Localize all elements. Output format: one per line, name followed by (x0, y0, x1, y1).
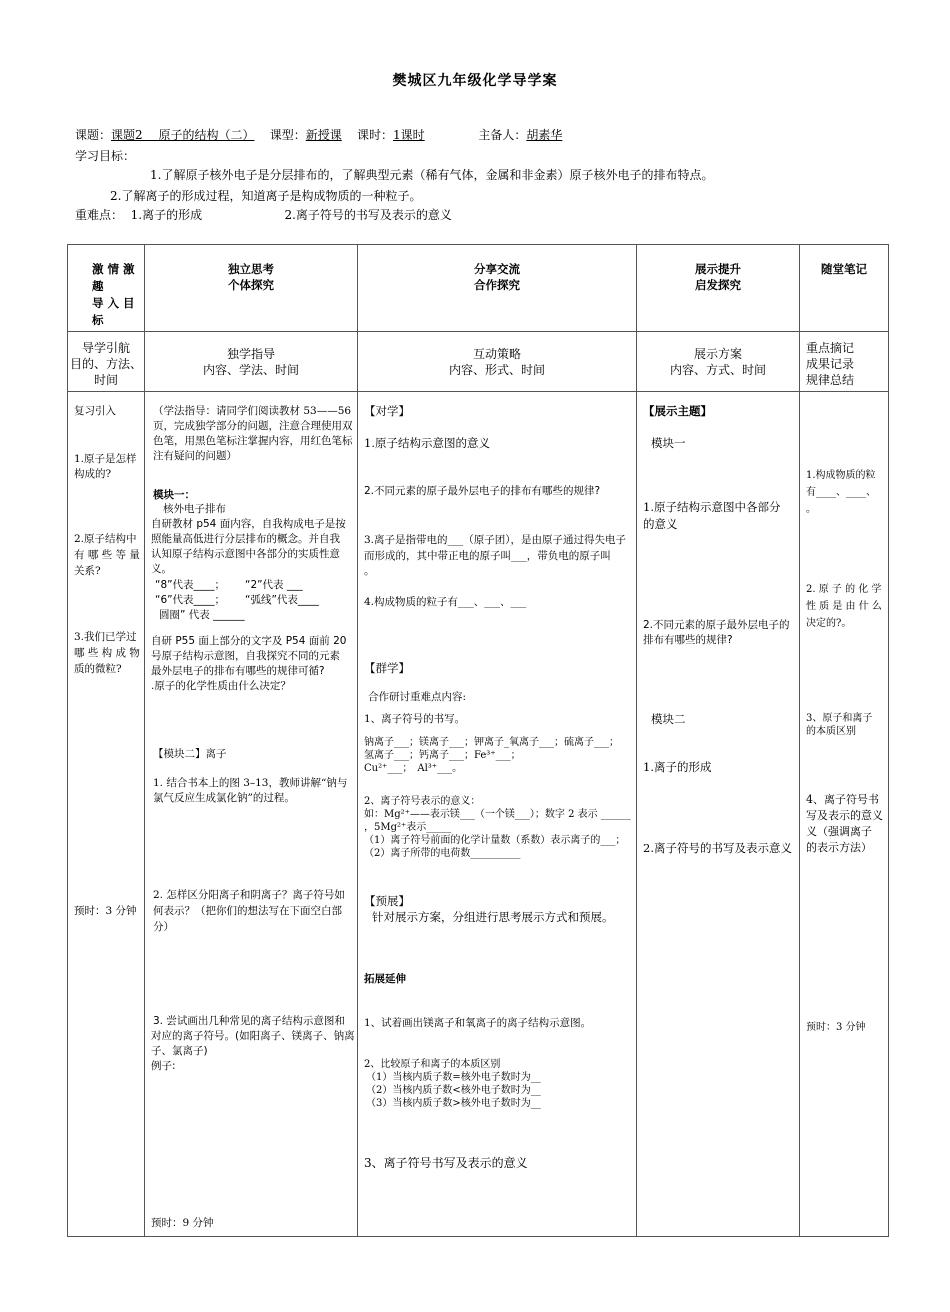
content-col4 (637, 392, 800, 1237)
col1-question-3b: 哪 些 构 成 物 (74, 647, 140, 659)
module2-item3-line2: 对应的离子符号。(如阳离子、镁离子、钠离 (151, 1030, 355, 1042)
mg-meaning-line4: （2）离子所带的电荷数__________ (364, 848, 521, 859)
subheader-col5-line2: 成果记录 (806, 357, 855, 371)
yuzhan-heading: 【预展】 (364, 894, 410, 908)
mg-meaning-line2: ，5Mg²⁺表示_____ (364, 822, 452, 833)
subheader-col3-line2: 内容、形式、时间 (448, 363, 545, 377)
extension-item1: 1、试着画出镁离子和氧离子的离子结构示意图。 (364, 1017, 592, 1029)
header-col3 (358, 245, 637, 332)
header-col2-line2: 个体探究 (228, 278, 274, 292)
note1-line3: 。 (806, 504, 816, 515)
module2-item1-line2: 氯气反应生成氯化钠”的过程。 (153, 792, 295, 804)
p55-line3: 最外层电子的排布有哪些的规律可循? (151, 665, 325, 677)
col5-time: 预时：3 分钟 (806, 1022, 866, 1033)
qunxue-intro: 合作研讨重难点内容: (368, 691, 467, 703)
note4-line3: 义（强调离子 (806, 825, 872, 838)
header-col3-line2: 合作探究 (474, 278, 520, 292)
duixue-item4: 4.构成物质的粒子有___、___、___ (364, 596, 527, 608)
note3-line1: 3、原子和离子 (806, 713, 873, 724)
header-row (68, 245, 889, 332)
lesson-table (67, 244, 889, 1237)
header-col4 (637, 245, 800, 332)
col4-module2: 模块二 (651, 712, 686, 726)
note1-line2: 有____、____、 (806, 487, 876, 498)
subheader-col2-line2: 内容、学法、时间 (202, 363, 299, 377)
col4-item2-line1: 2.不同元素的原子最外层电子的 (643, 619, 790, 631)
header-col3-line1: 分享交流 (474, 262, 520, 276)
review-intro: 复习引入 (74, 405, 116, 417)
goal-1: 1.了解原子核外电子是分层排布的，了解典型元素（稀有气体，金属和非金素）原子核外电子的排布特点。 (150, 168, 714, 182)
extension-item2b: （2）当核内质子数<核外电子数时为__ (366, 1085, 541, 1096)
col2-guide-line2: 页，完成独学部分的问题，注意合理使用双 (153, 420, 353, 432)
goal-2: 2.了解离子的形成过程，知道离子是构成物质的一种粒子。 (110, 189, 422, 203)
fill-2-label: “2”代表 ___ (245, 579, 303, 591)
col4-item4: 2.离子符号的书写及表示意义 (643, 841, 792, 855)
key-point-2: 2.离子符号的书写及表示的意义 (284, 208, 452, 222)
mg-meaning-line3: （1）离子符号前面的化学计量数（系数）表示离子的___； (364, 835, 626, 846)
duixue-item3-line3: 。 (364, 565, 375, 577)
header-col1 (68, 245, 145, 332)
header-col5 (800, 245, 889, 332)
header-col5-line1: 随堂笔记 (821, 262, 867, 276)
subheader-col1 (68, 332, 145, 392)
topic-value: 课题2 原子的结构（二） (111, 128, 255, 142)
note2-line1: 2. 原 子 的 化 学 (806, 584, 882, 595)
header-col4-line1: 展示提升 (695, 262, 741, 276)
note2-line2: 性 质 是 由 什 么 (806, 601, 882, 612)
qunxue-item2: 2、离子符号表示的意义： (364, 796, 481, 807)
subheader-col3-line1: 互动策略 (472, 347, 521, 361)
module1-subtitle: 核外电子排布 (163, 503, 226, 515)
type-value: 新授课 (305, 128, 342, 142)
qunxue-item1: 1、离子符号的书写。 (364, 713, 466, 725)
type-label: 课型： (269, 128, 306, 142)
col1-question-2a: 2.原子结构中 (74, 533, 137, 545)
module1-para-line2: 照能量高低进行分层排布的概念。并自我 (151, 533, 340, 545)
note4-line1: 4、离子符号书 (806, 793, 879, 806)
module1-para-line3: 认知原子结构示意图中各部分的实质性意 (151, 548, 340, 560)
extension-heading: 拓展延伸 (364, 973, 406, 985)
preparer-value: 胡素华 (526, 128, 563, 142)
goals-label: 学习目标： (75, 149, 136, 163)
subheader-row (68, 332, 889, 392)
col1-question-2c: 关系? (74, 565, 101, 577)
col1-question-1a: 1.原子是怎样 (74, 453, 137, 465)
col1-question-1b: 构成的? (74, 468, 112, 480)
module1-para-line1: 自研教材 p54 面内容，自我构成电子是按 (151, 518, 346, 530)
key-points (75, 206, 452, 223)
subheader-col5-line1: 重点摘记 (806, 341, 855, 355)
subheader-col2-line1: 独学指导 (226, 347, 275, 361)
duixue-heading: 【对学】 (364, 404, 410, 418)
module2-item2-line3: 分） (153, 921, 174, 933)
p55-line4: .原子的化学性质由什么决定？ (151, 680, 291, 692)
content-row (68, 392, 889, 1237)
col2-guide-line4: 注有疑问的问题） (153, 450, 237, 462)
content-col1 (68, 392, 145, 1237)
fill-8-label: “8”代表____； (155, 579, 226, 591)
extension-item3: 3、离子符号书写及表示的意义 (364, 1156, 528, 1170)
ion-list-line3: Cu²⁺___； Al³⁺___。 (364, 763, 463, 774)
subheader-col5-line3: 规律总结 (806, 373, 855, 387)
header-col1-line2: 导 入 目 标 (92, 296, 135, 327)
fill-arc-label: “弧线”代表____ (245, 594, 319, 606)
note4-line4: 的表示方法） (806, 841, 872, 854)
content-col5 (800, 392, 889, 1237)
page-title: 樊城区九年级化学导学案 (392, 73, 558, 89)
qunxue-heading: 【群学】 (364, 661, 410, 675)
lesson-meta (75, 126, 562, 143)
col1-question-3c: 质的微粒? (74, 663, 122, 675)
extension-item2a: （1）当核内质子数=核外电子数时为__ (366, 1072, 541, 1083)
hours-value: 1课时 (393, 128, 425, 142)
subheader-col1-line2: 目的、方法、 (69, 357, 142, 371)
header-col2 (145, 245, 358, 332)
fill-circle-label: 圆圈” 代表 ______ (159, 609, 245, 621)
note1-line1: 1.构成物质的粒 (806, 470, 876, 481)
duixue-item1: 1.原子结构示意图的意义 (364, 436, 490, 450)
module2-title: 【模块二】离子 (153, 748, 227, 760)
col2-time: 预时：9 分钟 (151, 1217, 214, 1229)
subheader-col4-line1: 展示方案 (693, 347, 742, 361)
key-point-1: 1.离子的形成 (130, 208, 203, 222)
hours-label: 课时： (357, 128, 394, 142)
topic-label: 课题： (75, 128, 112, 142)
key-label: 重难点： (75, 208, 124, 222)
p55-line2: 号原子结构示意图，自我探究不同的元素 (151, 650, 340, 662)
ion-list-line2: 氢离子___；钙离子___；Fe³⁺___； (364, 750, 521, 761)
extension-item2: 2、比较原子和离子的本质区别 (364, 1059, 501, 1070)
module2-item2-line2: 何表示？（把你们的想法写在下面空白部 (153, 905, 342, 917)
module2-item2-line1: 2. 怎样区分阳离子和阴离子？离子符号如 (153, 889, 345, 901)
col2-guide-line3: 色笔，用黑色笔标注掌握内容，用红色笔标 (153, 435, 353, 447)
note3-line2: 的本质区别 (806, 726, 856, 737)
duixue-item2: 2.不同元素的原子最外层电子的排布有哪些的规律? (364, 485, 601, 497)
ion-list-line1: 钠离子___；镁离子___；钾离子_氧离子___；硫离子___； (364, 737, 619, 748)
module2-item3-line3: 子、氯离子) (151, 1045, 208, 1057)
col1-question-3a: 3.我们已学过 (74, 631, 137, 643)
subheader-col5 (800, 332, 889, 392)
yuzhan-text: 针对展示方案，分组进行思考展示方式和预展。 (372, 910, 614, 924)
subheader-col3 (358, 332, 637, 392)
subheader-col1-line3: 时间 (93, 373, 118, 387)
subheader-col2 (145, 332, 358, 392)
header-col1-line1: 激 情 激 趣 (92, 262, 135, 293)
p55-line1: 自研 P55 面上部分的文字及 P54 面前 20 (151, 635, 347, 647)
col4-item2-line2: 排布有哪些的规律? (643, 634, 733, 646)
module2-example-label: 例子: (151, 1060, 176, 1072)
col4-item1-line1: 1.原子结构示意图中各部分 (643, 500, 781, 514)
subheader-col1-line1: 导学引航 (81, 341, 130, 355)
col1-question-2b: 有 哪 些 等 量 (74, 549, 140, 561)
col4-module1: 模块一 (651, 436, 686, 450)
module2-item1-line1: 1. 结合书本上的图 3–13，教师讲解“钠与 (153, 777, 348, 789)
content-col3 (358, 392, 637, 1237)
header-col2-line1: 独立思考 (228, 262, 274, 276)
header-col4-line2: 启发探究 (695, 278, 741, 292)
module1-para-line4: 义。 (151, 563, 172, 575)
col4-item1-line2: 的意义 (643, 517, 678, 531)
subheader-col4-line2: 内容、方式、时间 (669, 363, 766, 377)
module2-item3-line1: 3. 尝试画出几种常见的离子结构示意图和 (153, 1015, 345, 1027)
duixue-item3-line2: 而形成的，其中带正电的原子叫___，带负电的原子叫 (364, 550, 611, 562)
module1-title: 模块一： (153, 489, 195, 501)
content-col2 (145, 392, 358, 1237)
duixue-item3-line1: 3.离子是指带电的___（原子团），是由原子通过得失电子 (364, 534, 627, 546)
subheader-col4 (637, 332, 800, 392)
fill-6-label: “6”代表____； (155, 594, 226, 606)
note4-line2: 写及表示的意义 (806, 809, 883, 822)
extension-item2c: （3）当核内质子数>核外电子数时为__ (366, 1098, 541, 1109)
show-theme-heading: 【展示主题】 (643, 404, 712, 418)
note2-line3: 决定的?。 (806, 618, 852, 629)
col2-guide-line1: （学法指导：请同学们阅读教材 53——56 (153, 405, 352, 417)
col4-item3: 1.离子的形成 (643, 760, 712, 774)
mg-meaning-line1: 如：Mg²⁺——表示镁___（一个镁___）；数字 2 表示 ______ (364, 809, 631, 820)
preparer-label: 主备人： (478, 128, 527, 142)
col1-time: 预时：3 分钟 (74, 905, 137, 917)
